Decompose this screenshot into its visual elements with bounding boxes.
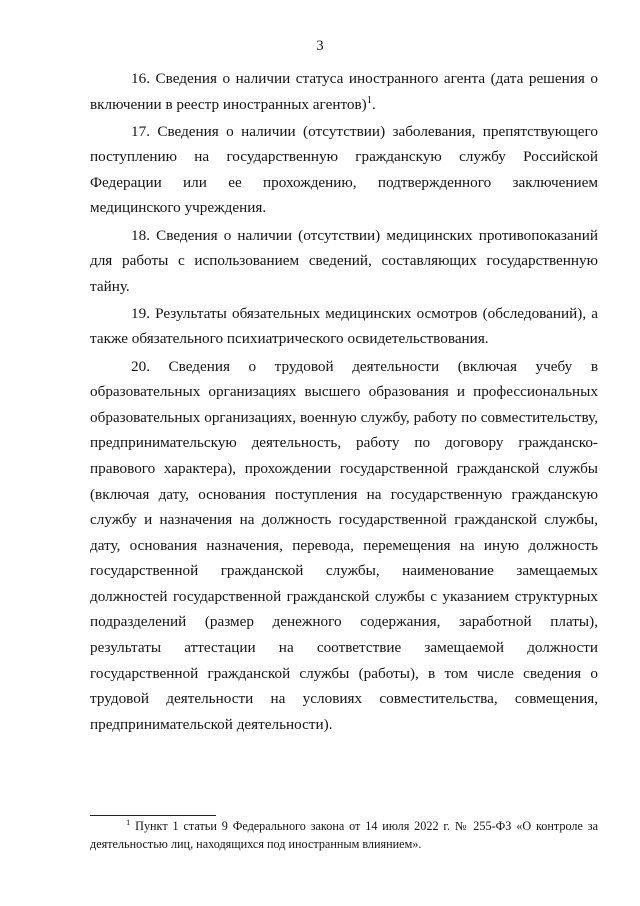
paragraph-16-text: 16. Сведения о наличии статуса иностранного агента (дата решения о включении в реестр иностранных агентов)	[90, 70, 598, 113]
paragraph-18: 18. Сведения о наличии (отсутствии) медицинских противопоказаний для работы с использованием сведений, составляющих государственную тайну.	[90, 226, 598, 295]
page-number: 3	[316, 38, 324, 54]
paragraph-20: 20. Сведения о трудовой деятельности (включая учебу в образовательных организациях высшего образования и профессиональных образовательных организациях, военную службу, работу по совместительству, предпринимательскую деятельность, работу по договору гражданско-правового характера), прохождении государственной гражданской службы (включая дату, основания поступления на государственную гражданскую службу и назначения на должность государственной гражданской службы, дату, основания назначения, перевода, перемещения на иную должность государственной гражданской службы, наименование замещаемых должностей государственной гражданской службы с указанием структурных подразделений (размер денежного содержания, заработной платы), результаты аттестации на соответствие замещаемой должности государственной гражданской службы (работы), в том числе сведения о трудовой деятельности на условиях совместительства, совмещения, предпринимательской деятельности).	[90, 357, 598, 733]
footnote-text: Пункт 1 статьи 9 Федерального закона от 14 июля 2022 г. № 255-ФЗ «О контроле за деятельностью лиц, находящихся под иностранным влиянием».	[90, 819, 598, 851]
paragraph-19: 19. Результаты обязательных медицинских осмотров (обследований), а также обязательного психиатрического освидетельствования.	[90, 304, 598, 348]
document-body	[90, 66, 598, 739]
paragraph-16-tail: .	[372, 95, 376, 113]
footnote-divider	[90, 815, 216, 816]
footnote-marker: 1	[126, 816, 131, 827]
paragraph-16	[90, 66, 598, 117]
footnote	[90, 818, 598, 853]
footnote-reference[interactable]: 1	[366, 94, 373, 106]
paragraph-17: 17. Сведения о наличии (отсутствии) заболевания, препятствующего поступлению на государственную гражданскую службу Российской Федерации или ее прохождению, подтвержденного заключением медицинского учреждения.	[90, 122, 598, 217]
